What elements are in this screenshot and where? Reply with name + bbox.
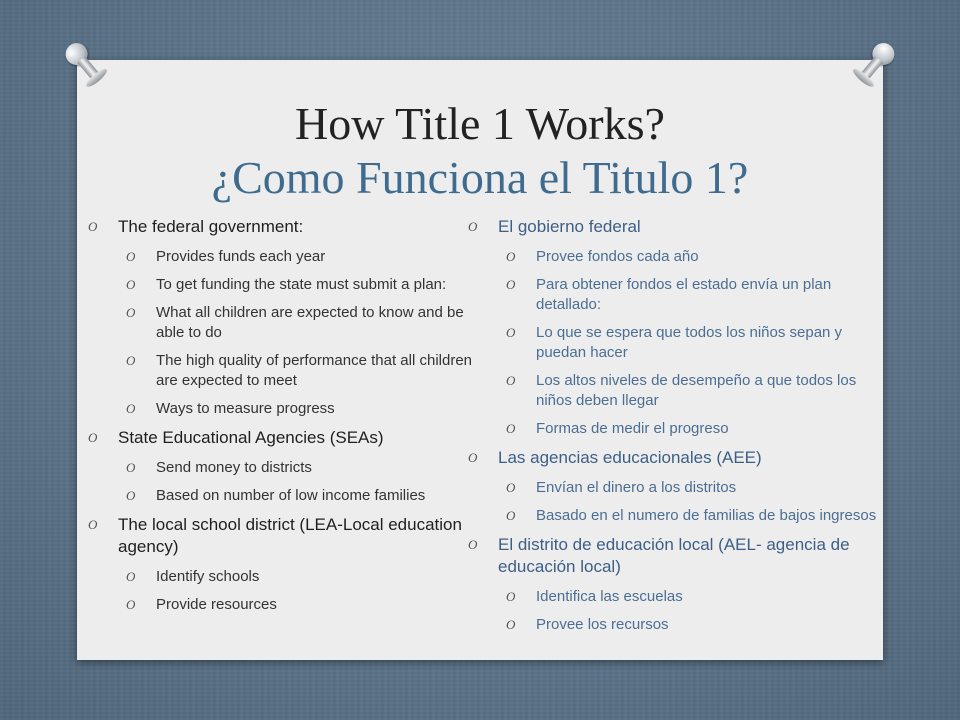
subbullet-text: Provee los recursos xyxy=(536,616,669,633)
spanish-bullet-2 xyxy=(468,534,878,578)
spanish-sublist-1 xyxy=(468,478,878,526)
spanish-subbullet-0-0 xyxy=(498,247,878,267)
spanish-subbullet-1-1 xyxy=(498,506,878,526)
subbullet-text: Provides funds each year xyxy=(156,248,326,265)
english-subbullet-0-2 xyxy=(118,303,483,343)
spanish-subbullet-2-0 xyxy=(498,587,878,607)
subbullet-text: Identifica las escuelas xyxy=(536,588,683,605)
bullet-icon: O xyxy=(126,597,136,612)
bullet-text: State Educational Agencies (SEAs) xyxy=(118,428,384,447)
bullet-icon: O xyxy=(506,589,516,604)
english-subbullet-2-0 xyxy=(118,567,483,587)
bullet-icon: O xyxy=(126,460,136,475)
english-subbullet-1-1 xyxy=(118,486,483,506)
bullet-icon: O xyxy=(506,421,516,436)
bullet-icon: O xyxy=(468,450,478,465)
bullet-icon: O xyxy=(88,430,98,445)
spanish-subbullet-1-0 xyxy=(498,478,878,498)
subbullet-text: Provide resources xyxy=(156,596,277,613)
spanish-subbullet-0-1 xyxy=(498,275,878,315)
bullet-text: El gobierno federal xyxy=(498,217,641,236)
spanish-subbullet-0-4 xyxy=(498,419,878,439)
english-sublist-0 xyxy=(88,247,483,419)
english-subbullet-1-0 xyxy=(118,458,483,478)
english-subbullet-0-1 xyxy=(118,275,483,295)
spanish-bullet-1 xyxy=(468,447,878,469)
bullet-icon: O xyxy=(506,373,516,388)
bullet-icon: O xyxy=(506,325,516,340)
spanish-list xyxy=(468,216,878,635)
subbullet-text: Formas de medir el progreso xyxy=(536,420,729,437)
english-column xyxy=(88,216,483,623)
english-sublist-1 xyxy=(88,458,483,506)
subbullet-text: Identify schools xyxy=(156,568,260,585)
bullet-icon: O xyxy=(468,219,478,234)
title-english: How Title 1 Works? xyxy=(295,98,665,149)
spanish-subbullet-2-1 xyxy=(498,615,878,635)
subbullet-text: Ways to measure progress xyxy=(156,400,335,417)
bullet-text: Las agencias educacionales (AEE) xyxy=(498,448,762,467)
spanish-subbullet-0-2 xyxy=(498,323,878,363)
bullet-icon: O xyxy=(126,401,136,416)
english-bullet-1 xyxy=(88,427,483,449)
bullet-icon: O xyxy=(506,617,516,632)
english-subbullet-0-4 xyxy=(118,399,483,419)
english-subbullet-0-0 xyxy=(118,247,483,267)
bullet-icon: O xyxy=(506,480,516,495)
spanish-sublist-2 xyxy=(468,587,878,635)
bullet-icon: O xyxy=(126,305,136,320)
bullet-icon: O xyxy=(506,249,516,264)
subbullet-text: Basado en el numero de familias de bajos ingresos xyxy=(536,507,877,524)
english-bullet-2 xyxy=(88,514,483,558)
bullet-icon: O xyxy=(88,219,98,234)
spanish-column xyxy=(468,216,878,643)
english-subbullet-0-3 xyxy=(118,351,483,391)
subbullet-text: The high quality of performance that all children are expected to meet xyxy=(156,352,473,389)
bullet-text: The federal government: xyxy=(118,217,304,236)
bullet-icon: O xyxy=(88,517,98,532)
bullet-icon: O xyxy=(126,277,136,292)
bullet-icon: O xyxy=(126,488,136,503)
spanish-subbullet-0-3 xyxy=(498,371,878,411)
spanish-sublist-0 xyxy=(468,247,878,439)
bullet-icon: O xyxy=(468,537,478,552)
subbullet-text: Envían el dinero a los distritos xyxy=(536,479,737,496)
bullet-icon: O xyxy=(126,353,136,368)
subbullet-text: Send money to districts xyxy=(156,459,312,476)
subbullet-text: Provee fondos cada año xyxy=(536,248,699,265)
subbullet-text: Para obtener fondos el estado envía un plan detallado: xyxy=(536,276,832,313)
subbullet-text: Lo que se espera que todos los niños sepan y puedan hacer xyxy=(536,324,843,361)
subbullet-text: Los altos niveles de desempeño a que todos los niños deben llegar xyxy=(536,372,857,409)
bullet-text: The local school district (LEA-Local education agency) xyxy=(118,515,462,556)
bullet-icon: O xyxy=(506,277,516,292)
bullet-text: El distrito de educación local (AEL- agencia de educación local) xyxy=(498,535,850,576)
subbullet-text: To get funding the state must submit a plan: xyxy=(156,276,447,293)
subbullet-text: What all children are expected to know and be able to do xyxy=(156,304,464,341)
bullet-icon: O xyxy=(126,249,136,264)
title-spanish: ¿Como Funciona el Titulo 1? xyxy=(211,152,749,203)
english-subbullet-2-1 xyxy=(118,595,483,615)
english-bullet-0 xyxy=(88,216,483,238)
spanish-bullet-0 xyxy=(468,216,878,238)
subbullet-text: Based on number of low income families xyxy=(156,487,426,504)
english-sublist-2 xyxy=(88,567,483,615)
english-list xyxy=(88,216,483,615)
bullet-icon: O xyxy=(126,569,136,584)
bullet-icon: O xyxy=(506,508,516,523)
